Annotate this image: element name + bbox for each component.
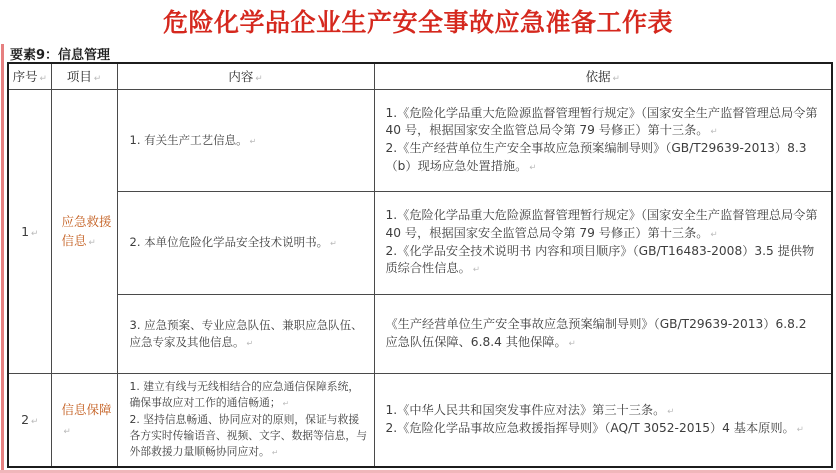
basis-paragraph: 2.《生产经营单位生产安全事故应急预案编制导则》（GB/T29639-2013）8.3（b）现场应急处置措施。 ↵: [386, 140, 822, 175]
column-header-content: [117, 63, 374, 89]
page-title: 危险化学品企业生产安全事故应急准备工作表: [162, 8, 673, 37]
seq-cell-group1: [8, 89, 51, 373]
project-label: 信息保障 ↵: [62, 400, 116, 439]
content-cell: [117, 191, 374, 294]
basis-cell: [374, 294, 832, 373]
content-paragraph: 1. 建立有线与无线相结合的应急通信保障系统，确保事故应对工作的通信畅通； ↵: [130, 379, 370, 411]
basis-paragraph: 1.《危险化学品重大危险源监督管理暂行规定》（国家安全生产监督管理总局令第 40 号，根据国家安全监管总局令第 79 号修正）第十三条。 ↵: [386, 105, 822, 140]
seq-value: 1 ↵: [21, 224, 38, 239]
basis-paragraph: 2.《化学品安全技术说明书 内容和项目顺序》（GB/T16483-2008）3.5 提供物质综合性信息。 ↵: [386, 243, 822, 278]
content-cell: [117, 89, 374, 191]
table-row: [8, 294, 832, 373]
column-header-project: [51, 63, 117, 89]
column-header-seq: [8, 63, 51, 89]
project-label: 应急救援信息 ↵: [62, 212, 116, 251]
project-cell-emergency-rescue-info: [51, 89, 117, 373]
basis-paragraph: 1.《危险化学品重大危险源监督管理暂行规定》（国家安全生产监督管理总局令第 40 号，根据国家安全监管总局令第 79 号修正）第十三条。 ↵: [386, 207, 822, 242]
column-header-project-label: 项目 ↵: [67, 69, 101, 84]
table-row: [8, 89, 832, 191]
worksheet-table: [7, 62, 833, 468]
basis-cell: [374, 373, 832, 467]
column-header-basis: [374, 63, 832, 89]
left-accent-line: [1, 44, 4, 471]
basis-cell: [374, 89, 832, 191]
content-paragraph: 2. 坚持信息畅通、协同应对的原则，保证与救援各方实时传输语音、视频、文字、数据等信息，与外部救援力量顺畅协同应对。 ↵: [130, 412, 370, 461]
column-header-basis-label: 依据 ↵: [586, 69, 620, 84]
basis-paragraph: 2.《危险化学品事故应急救援指挥导则》（AQ/T 3052-2015）4 基本原则。 ↵: [386, 420, 822, 438]
basis-cell: [374, 191, 832, 294]
content-paragraph: 1. 有关生产工艺信息。 ↵: [130, 132, 370, 149]
section-label: 要素9：信息管理: [10, 48, 111, 63]
header-row: [8, 63, 832, 89]
table-row: [8, 373, 832, 467]
basis-paragraph: 1.《中华人民共和国突发事件应对法》第三十三条。 ↵: [386, 402, 822, 420]
column-header-seq-label: 序号 ↵: [13, 69, 47, 84]
project-cell-information-support: [51, 373, 117, 467]
content-cell: [117, 373, 374, 467]
content-cell: [117, 294, 374, 373]
column-header-content-label: 内容 ↵: [228, 69, 262, 84]
content-paragraph: 3. 应急预案、专业应急队伍、兼职应急队伍、应急专家及其他信息。 ↵: [130, 317, 370, 350]
table-row: [8, 191, 832, 294]
seq-value: 2 ↵: [21, 412, 38, 427]
content-paragraph: 2. 本单位危险化学品安全技术说明书。 ↵: [130, 234, 370, 251]
basis-paragraph: 《生产经营单位生产安全事故应急预案编制导则》（GB/T29639-2013）6.8.2 应急队伍保障、6.8.4 其他保障。 ↵: [386, 316, 822, 351]
seq-cell-group2: [8, 373, 51, 467]
